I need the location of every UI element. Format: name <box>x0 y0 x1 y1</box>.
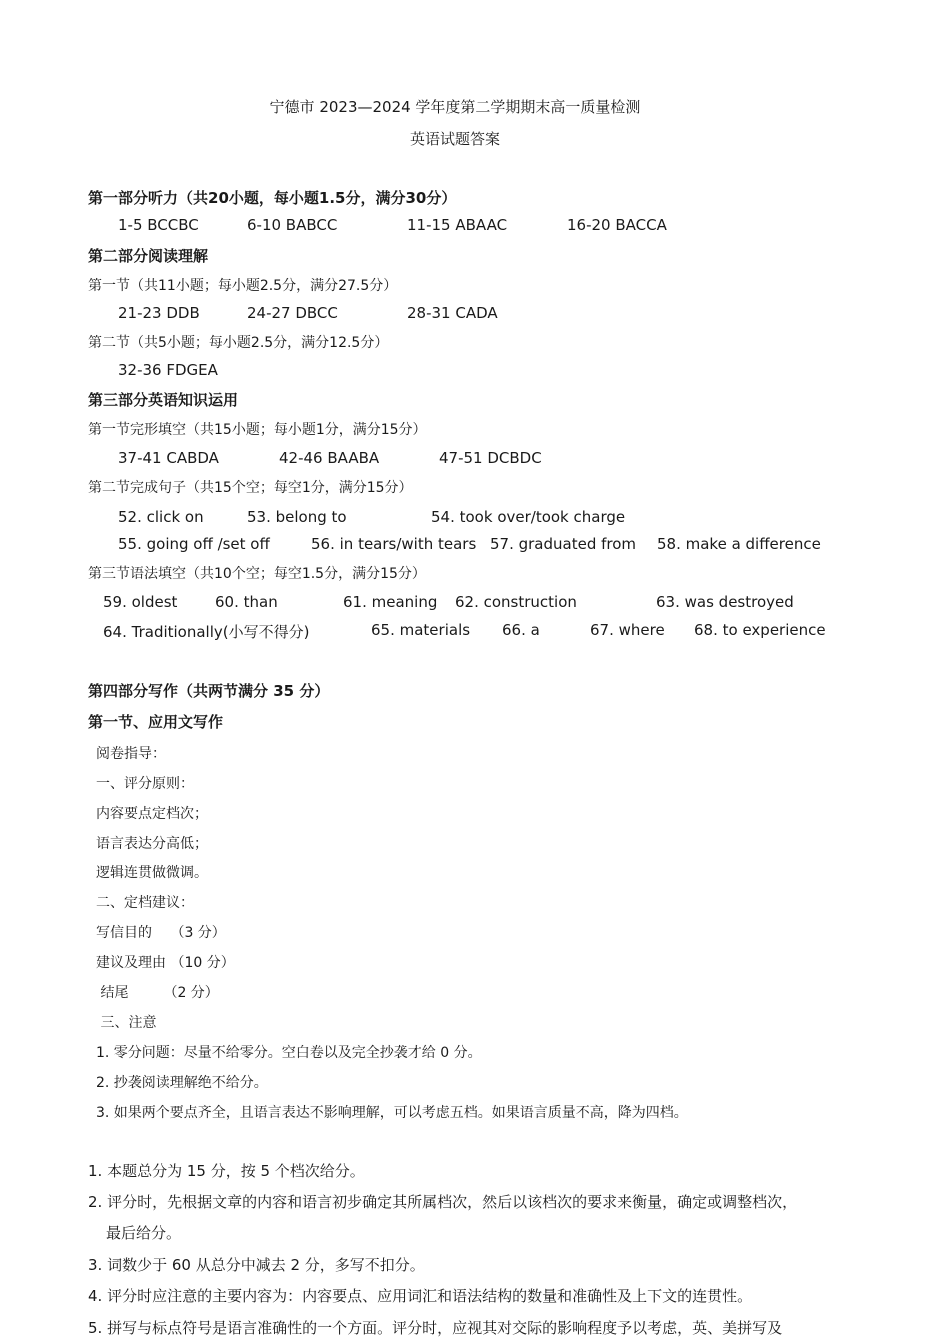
answer-item: 60. than <box>215 593 278 611</box>
answer-group: 37-41 CABDA <box>118 449 219 467</box>
answer-item: 54. took over/took charge <box>431 508 626 526</box>
answer-item: 63. was destroyed <box>656 593 794 611</box>
guide-line: 内容要点定档次； <box>96 806 208 822</box>
part3-section1-label: 第一节完形填空（共15小题；每小题1分，满分15分） <box>88 422 427 438</box>
guide-line: 2. 抄袭阅读理解绝不给分。 <box>96 1075 268 1091</box>
rule-line: 3. 词数少于 60 从总分中减去 2 分，多写不扣分。 <box>88 1256 425 1274</box>
answer-item: 68. to experience <box>694 621 826 639</box>
answer-item: 61. meaning <box>343 593 438 611</box>
part2-section2-label: 第二节（共5小题；每小题2.5分，满分12.5分） <box>88 335 389 351</box>
answer-item: 52. click on <box>118 508 204 526</box>
part4-heading: 第四部分写作（共两节满分 35 分） <box>88 682 330 700</box>
part3-heading: 第三部分英语知识运用 <box>88 391 239 409</box>
guide-line: 一、评分原则： <box>96 776 194 792</box>
answer-item: 65. materials <box>371 621 471 639</box>
answer-item: 56. in tears/with tears <box>311 535 477 553</box>
rule-line: 1. 本题总分为 15 分，按 5 个档次给分。 <box>88 1162 365 1180</box>
part1-heading: 第一部分听力（共20小题，每小题1.5分，满分30分） <box>88 189 457 207</box>
guide-line: 阅卷指导： <box>96 746 166 762</box>
part3-section2-label: 第二节完成句子（共15个空；每空1分，满分15分） <box>88 480 413 496</box>
answer-item: 67. where <box>590 621 665 639</box>
answer-item: 58. make a difference <box>657 535 821 553</box>
answer-group: 11-15 ABAAC <box>407 216 508 234</box>
answer-item: 66. a <box>502 621 540 639</box>
answer-group: 6-10 BABCC <box>247 216 338 234</box>
part4-section1-heading: 第一节、应用文写作 <box>88 713 224 731</box>
guide-line: 三、注意 <box>96 1015 157 1031</box>
guide-line: 写信目的 （3 分） <box>96 925 226 941</box>
answer-group: 47-51 DCBDC <box>439 449 542 467</box>
answer-group: 28-31 CADA <box>407 304 498 322</box>
answer-group: 24-27 DBCC <box>247 304 338 322</box>
guide-line: 3. 如果两个要点齐全，且语言表达不影响理解，可以考虑五档。如果语言质量不高，降为四档。 <box>96 1105 688 1121</box>
guide-line: 建议及理由 （10 分） <box>96 955 235 971</box>
part2-heading: 第二部分阅读理解 <box>88 247 209 265</box>
answer-group: 1-5 BCCBC <box>118 216 199 234</box>
answer-group: 21-23 DDB <box>118 304 200 322</box>
guide-line: 1. 零分问题：尽量不给零分。空白卷以及完全抄袭才给 0 分。 <box>96 1045 482 1061</box>
rule-line: 2. 评分时，先根据文章的内容和语言初步确定其所属档次，然后以该档次的要求来衡量，确定或调整档次， <box>88 1193 798 1211</box>
answer-item: 57. graduated from <box>490 535 637 553</box>
answer-group: 42-46 BAABA <box>279 449 380 467</box>
guide-line: 结尾 （2 分） <box>96 985 219 1001</box>
part2-section1-label: 第一节（共11小题；每小题2.5分，满分27.5分） <box>88 278 398 294</box>
answer-item: 64. Traditionally(小写不得分) <box>103 623 310 641</box>
doc-title: 宁德市 2023—2024 学年度第二学期期末高一质量检测 <box>269 98 641 116</box>
answer-item: 55. going off /set off <box>118 535 270 553</box>
answer-item: 62. construction <box>455 593 577 611</box>
rule-line: 最后给分。 <box>106 1224 182 1242</box>
answer-group: 32-36 FDGEA <box>118 361 218 379</box>
rule-line: 5. 拼写与标点符号是语言准确性的一个方面。评分时，应视其对交际的影响程度予以考虑，英、美拼写及 <box>88 1319 783 1337</box>
rule-line: 4. 评分时应注意的主要内容为：内容要点、应用词汇和语法结构的数量和准确性及上下文的连贯性。 <box>88 1287 753 1305</box>
answer-item: 53. belong to <box>247 508 347 526</box>
answer-group: 16-20 BACCA <box>567 216 667 234</box>
guide-line: 二、定档建议： <box>96 895 194 911</box>
doc-subtitle: 英语试题答案 <box>409 130 500 148</box>
guide-line: 语言表达分高低； <box>96 836 208 852</box>
part3-section3-label: 第三节语法填空（共10个空；每空1.5分，满分15分） <box>88 566 426 582</box>
guide-line: 逻辑连贯做微调。 <box>96 865 208 881</box>
answer-item: 59. oldest <box>103 593 178 611</box>
